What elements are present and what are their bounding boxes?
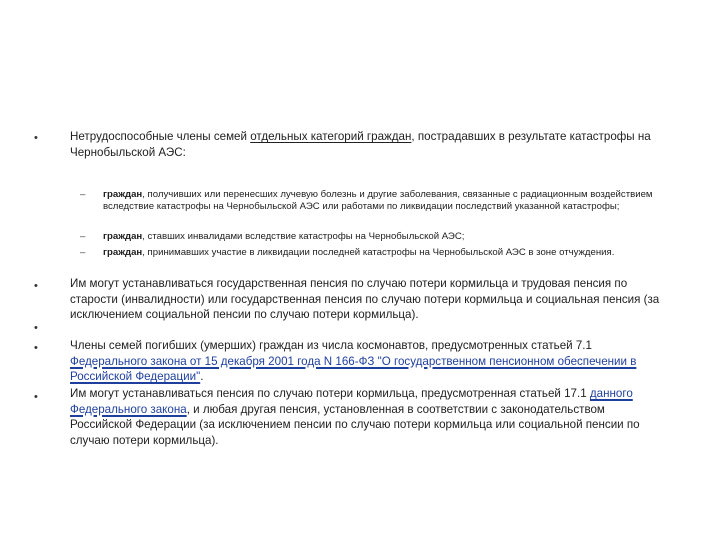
law-link[interactable]: данного Федерального закона bbox=[70, 387, 633, 416]
bold-term: граждан bbox=[103, 231, 143, 242]
paragraph-chernobyl-families bbox=[70, 129, 670, 160]
text: Нетрудоспособные члены семей bbox=[70, 130, 251, 143]
paragraph-cosmonaut-families bbox=[70, 338, 670, 385]
law-link[interactable]: Федерального закона от 15 декабря 2001 года N 166-ФЗ "О государственном пенсионном обеспечении в Российской Федерации" bbox=[70, 354, 637, 383]
text: , получивших или перенесших лучевую болезнь и другие заболевания, связанные с радиационным воздействием вследствие катастрофы на Чернобыльской АЭС или работами по ликвидации последствий указанной катастрофы; bbox=[103, 189, 653, 212]
bullet-marker-empty: • bbox=[34, 322, 38, 334]
text: , принимавших участие в ликвидации последней катастрофы на Чернобыльской АЭС в зоне отчуждения. bbox=[142, 247, 615, 258]
sub-item-radiation-illness bbox=[103, 189, 663, 213]
text: , ставших инвалидами вследствие катастрофы на Чернобыльской АЭС; bbox=[142, 231, 465, 242]
bullet-marker: • bbox=[34, 391, 38, 403]
text: Члены семей погибших (умерших) граждан из числа космонавтов, предусмотренных статьей 7.1 bbox=[70, 339, 592, 352]
paragraph-cosmonaut-pension bbox=[70, 386, 670, 448]
dash-marker: – bbox=[80, 231, 86, 242]
sub-item-disabled bbox=[103, 231, 663, 243]
text: . bbox=[200, 370, 204, 383]
underlined-phrase: отдельных категорий граждан bbox=[250, 130, 412, 143]
dash-marker: – bbox=[80, 247, 86, 258]
bullet-marker: • bbox=[34, 280, 38, 292]
text: Им могут устанавливаться пенсия по случаю потери кормильца, предусмотренная статьей 17.1 bbox=[70, 387, 590, 400]
text: , и любая другая пенсия, установленная в соответствии с законодательством Российской Федерации (за исключением пенсии по случаю потери кормильца или социальной пенсии по случаю потери кормильца). bbox=[70, 402, 640, 447]
bullet-marker: • bbox=[34, 342, 38, 354]
sub-item-liquidators bbox=[103, 247, 663, 259]
bullet-marker: • bbox=[34, 132, 38, 144]
text: , пострадавших в результате катастрофы на Чернобыльской АЭС: bbox=[70, 130, 651, 159]
bold-term: граждан bbox=[103, 189, 143, 200]
dash-marker: – bbox=[80, 189, 86, 200]
paragraph-pension-types: Им могут устанавливаться государственная пенсия по случаю потери кормильца и трудовая пенсия по старости (инвалидности) или государственная пенсия по случаю потери кормильца и социальная пенсия (за исключением социальной пенсии по случаю потери кормильца). bbox=[70, 277, 660, 321]
bold-term: граждан bbox=[103, 247, 143, 258]
